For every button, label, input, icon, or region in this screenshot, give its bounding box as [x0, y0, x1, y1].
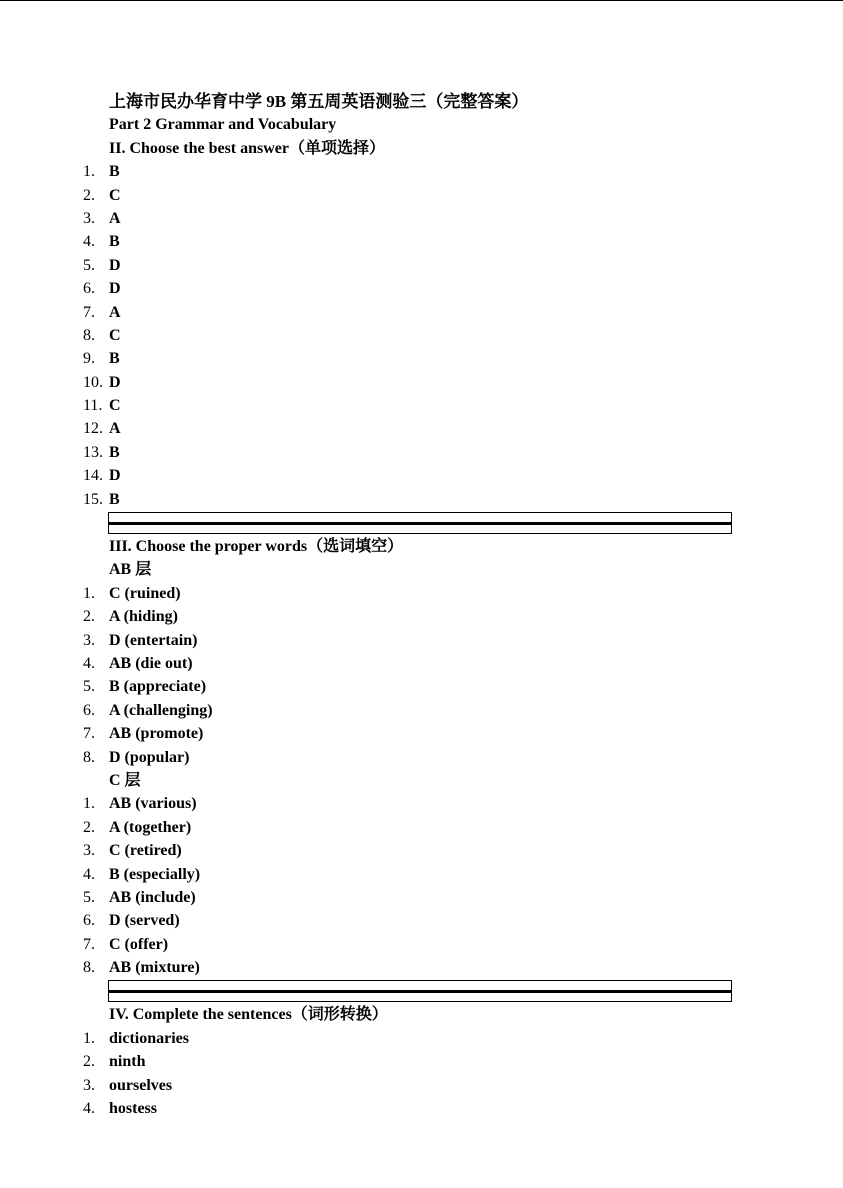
document-body	[0, 90, 843, 1120]
answer-item: 3. ourselves	[83, 1076, 173, 1094]
section-3-heading: III. Choose the proper words（选词填空）	[109, 538, 404, 556]
answer-item: 4. AB (die out)	[83, 654, 193, 672]
answer-item: 8. D (popular)	[83, 748, 190, 766]
answer-item: 8. C	[83, 326, 121, 344]
answer-item: 5. AB (include)	[83, 888, 196, 906]
answer-item: 9. B	[83, 350, 120, 368]
answer-item: 15. B	[83, 490, 120, 508]
answer-item: 4. B	[83, 233, 120, 251]
answer-item: 2. C	[83, 186, 121, 204]
document-title: 上海市民办华育中学 9B 第五周英语测验三（完整答案）	[109, 92, 529, 111]
answer-item: 7. A	[83, 303, 121, 321]
answer-item: 2. A (hiding)	[83, 608, 178, 626]
answer-item: 14. D	[83, 467, 121, 485]
answer-item: 4. hostess	[83, 1100, 158, 1118]
group-ab-label: AB 层	[109, 561, 152, 579]
answer-item: 2. A (together)	[83, 818, 192, 836]
answer-item: 11. C	[83, 397, 121, 415]
section-2-heading: II. Choose the best answer（单项选择）	[109, 139, 386, 157]
answer-item: 7. AB (promote)	[83, 725, 204, 743]
answer-item: 8. AB (mixture)	[83, 959, 200, 977]
answer-item: 10. D	[83, 373, 121, 391]
answer-item: 1. dictionaries	[83, 1029, 189, 1047]
top-border	[0, 0, 843, 1]
group-c-label: C 层	[109, 771, 141, 789]
answer-item: 12. A	[83, 420, 121, 438]
answer-item: 5. D	[83, 256, 121, 274]
answer-item: 1. C (ruined)	[83, 584, 181, 602]
answer-item: 13. B	[83, 443, 120, 461]
part-heading: Part 2 Grammar and Vocabulary	[109, 116, 337, 134]
answer-item: 1. B	[83, 163, 120, 181]
answer-item: 6. A (challenging)	[83, 701, 213, 719]
answer-item: 7. C (offer)	[83, 935, 169, 953]
answer-item: 5. B (appreciate)	[83, 678, 207, 696]
answer-item: 3. A	[83, 209, 121, 227]
answer-item: 3. C (retired)	[83, 842, 182, 860]
answer-item: 2. ninth	[83, 1053, 146, 1071]
section-divider	[108, 512, 732, 534]
section-4-heading: IV. Complete the sentences（词形转换）	[109, 1006, 388, 1024]
answer-item: 1. AB (various)	[83, 795, 197, 813]
answer-item: 6. D (served)	[83, 912, 180, 930]
answer-item: 4. B (especially)	[83, 865, 201, 883]
answer-item: 3. D (entertain)	[83, 631, 198, 649]
section-divider	[108, 980, 732, 1002]
answer-item: 6. D	[83, 280, 121, 298]
